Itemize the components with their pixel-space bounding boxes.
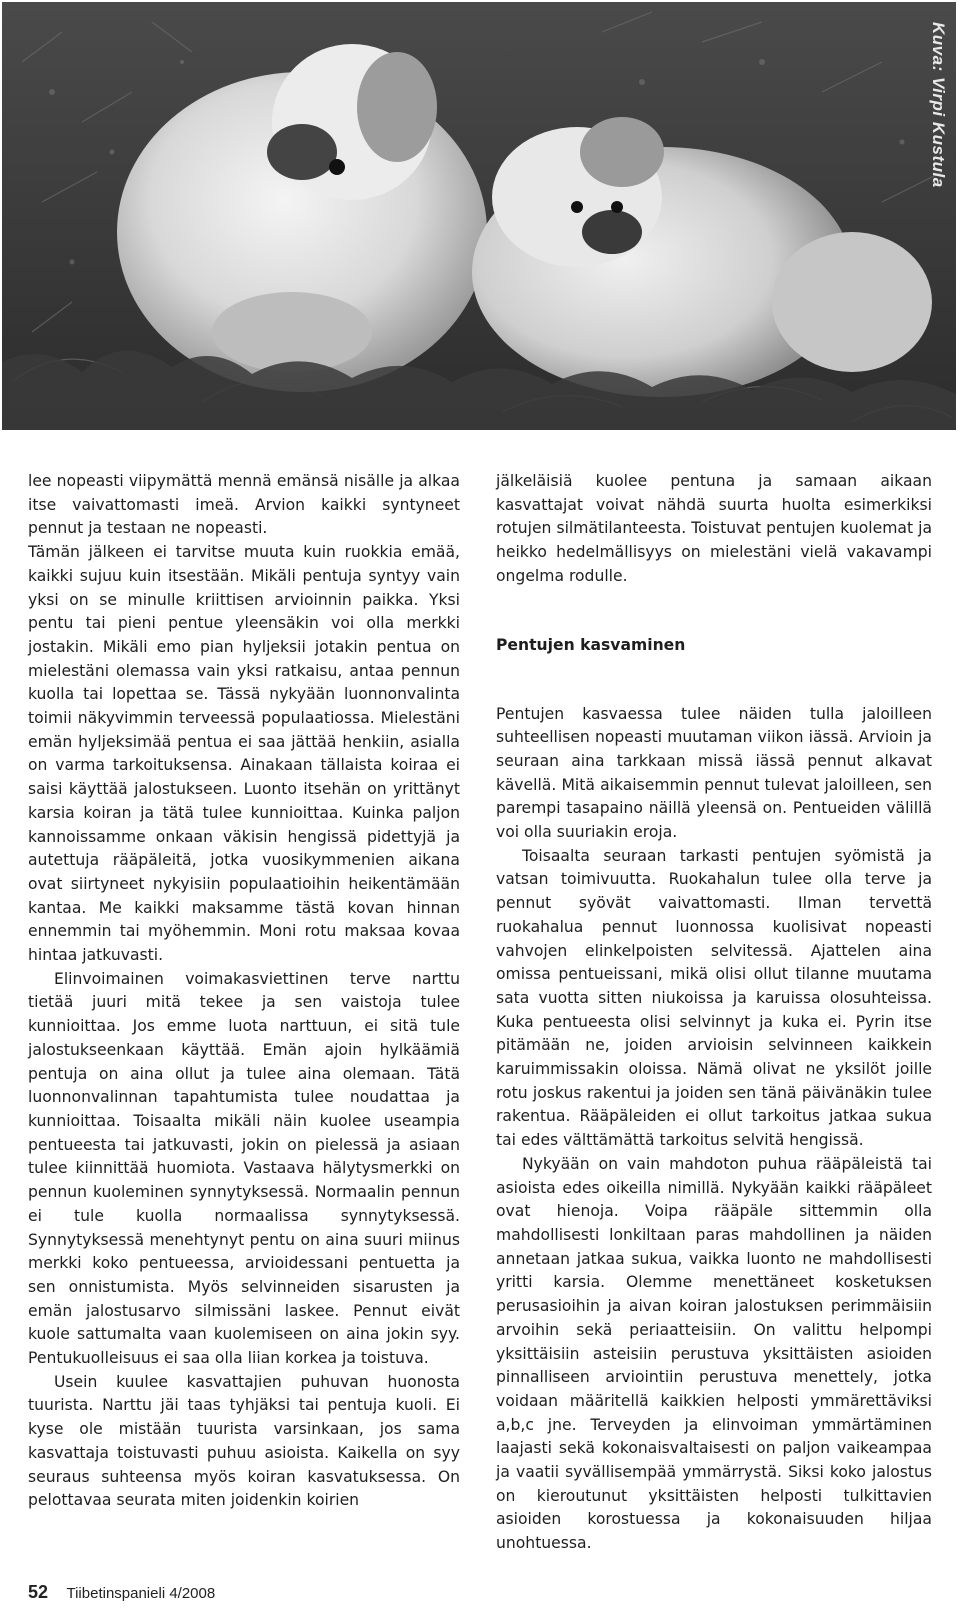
dogs-photo-illustration [2,2,956,430]
paragraph: Usein kuulee kasvattajien puhuvan huonosta tuurista. Narttu jäi taas tyhjäksi tai pentuja kuoli. Ei kyse ole mistään tuurista varsinkaan, jos sama kasvattaja toistuvasti puhuu asioista. Kaikella on syy seuraus suhteensa myös koiran kasvatuksessa. On pelottavaa seurata miten joidenkin koirien [28,1372,460,1510]
paragraph: Tämän jälkeen ei tarvitse muuta kuin ruokkia emää, kaikki sujuu kuin itsestään. Mikäli pentuja syntyy vain yksi on se minulle kriittisen arvioinnin paikka. Yksi pentu tai pieni pentue yleensäkin voi olla merkki jostakin. Mikäli emo pian hyljeksii jotakin pentua on mielestäni olemassa vain yksi ratkaisu, antaa pennun kuolla tai lopettaa se. Tässä nykyään luonnonvalinta toimii näkyvimmin terveessä populaatiossa. Mielestäni emän hyljeksimää pentua ei saa jättää henkiin, asialla on varma tarkoituksensa. Ainakaan tällaista koiraa ei saisi käyttää jalostukseen. Luonto itsehän on yrittänyt karsia koiran ja tätä tulee kunnioittaa. Kuinka paljon kannoissamme onkaan väkisin hengissä pidettyjä ja autettuja rääpäleitä, jotka vuosikymmenien aikana ovat siirtyneet nykyisiin populaatioihin heikentämään kantaa. Me kaikki maksamme tästä kovan hinnan ennemmin tai myöhemmin. Moni rotu maksaa kovaa hintaa jatkuvasti. [28,543,460,965]
photo-credit: Kuva: Virpi Kustula [929,22,948,188]
paragraph: jälkeläisiä kuolee pentuna ja samaan aikaan kasvattajat voivat nähdä suurta huolta esimerkiksi rotujen silmätilanteesta. Toistuvat pentujen kuolemat ja heikko hedelmällisyys on mielestäni vielä vakavampi ongelma rodulle. [496,472,932,585]
dogs-photo [2,2,956,430]
paragraph: lee nopeasti viipymättä mennä emänsä nisälle ja alkaa itse vaivattomasti imeä. Arvion kaikki syntyneet pennut ja testaan ne nopeasti. [28,472,460,538]
paragraph: Toisaalta seuraan tarkasti pentujen syömistä ja vatsan toimivuutta. Ruokahalun tulee olla terve ja pennut syövät vaivattomasti. Ilman tervettä ruokahalua pennut luonnossa kuolisivat nopeasti vahvojen elinkelpoisten selvitessä. Ajattelen aina omissa pentueissani, mikä olisi ollut tilanne muutama sata vuotta sitten niukoissa ja karuissa olosuhteissa. Kuka pentueesta olisi selvinnyt ja kuka ei. Pyrin itse pitämään ne, joiden arvioisin selvinneen kaikkein karuimmissakin oloissa. Nämä olivat ne yksilöt joille rotu joskus rakentui ja joiden sen tänä päivänäkin tulee rakentua. Rääpäleiden ei ollut tarkoitus jatkaa sukua tai edes välttämättä tarkoitus selvitä hengissä. [496,846,932,1150]
page-number: 52 [28,1582,49,1602]
page-footer [28,1582,215,1603]
section-heading: Pentujen kasvaminen [496,635,686,654]
paragraph: Pentujen kasvaessa tulee näiden tulla jaloilleen suhteellisen nopeasti muutaman viikon iässä. Arvioin ja seuraan aina tarkkaan missä iässä pennut alkavat kävellä. Mitä aikaisemmin pennut tulevat jaloilleen, sen parempi tasapaino näillä yleensä on. Pentueiden välillä voi olla suuriakin eroja. [496,704,932,842]
paragraph: Nykyään on vain mahdoton puhua rääpäleistä tai asioista edes oikeilla nimillä. Nykyään kaikki rääpäleet ovat hienoja. Voipa rääpäle sittemmin olla mahdollisesti lonkiltaan paras mahdollinen ja näiden annetaan jatkaa sukua, vaikka luonto ne mahdollisesti yritti karsia. Olemme menettäneet kosketuksen perusasioihin ja aivan koiran jalostuksen perimmäisiin arvoihin sekä periaatteisiin. On valittu helpompi yksittäisiin asteisiin perustuva yksittäisten asioiden pinnalliseen arviointiin perustuva menettely, jotka voidaan määritellä kaikkien helposti ymmärettäviksi a,b,c jne. Terveyden ja elinvoiman ymmärtäminen laajasti sekä kokonaisvaltaisesti on paljon vaikeampaa ja vaatii syvällisempää ymmärrystä. Siksi koko jalostus on kieroutunut yksittäisten helposti tulkittavien asioiden korostuessa ja kokonaisuuden hiljaa unohtuessa. [496,1154,932,1553]
left-column [28,470,460,1513]
right-column [496,470,932,1556]
magazine-issue: Tiibetinspanieli 4/2008 [66,1585,216,1602]
paragraph: Elinvoimainen voimakasviettinen terve narttu tietää juuri mitä tekee ja sen vaistoja tulee kunnioittaa. Jos emme luota narttuun, ei sitä tule jalostukseenkaan käyttää. Emän ajoin hylkäämiä pentuja on aina ollut ja tulee aina olemaan. Tätä luonnonvalinnan tapahtumista tulee noudattaa ja kunnioittaa. Toisaalta mikäli näin kuolee useampia pentueesta tai jatkuvasti, jokin on pielessä ja asiaan tulee kiinnittää huomiota. Vastaava hälytysmerkki on pennun kuoleminen synnytyksessä. Normaalin pennun ei tule kuolla normaalissa synnytyksessä. Synnytyksessä menehtynyt pentu on aina suuri miinus merkki koko pentueessa, arvioidessani pentuetta ja sen onnistumista. Myös selvinneiden sisarusten ja emän jalostusarvo silmissäni laskee. Pennut eivät kuole sattumalta vaan kuolemiseen on aina jokin syy. Pentukuolleisuus ei saa olla liian korkea ja toistuva. [28,969,460,1368]
